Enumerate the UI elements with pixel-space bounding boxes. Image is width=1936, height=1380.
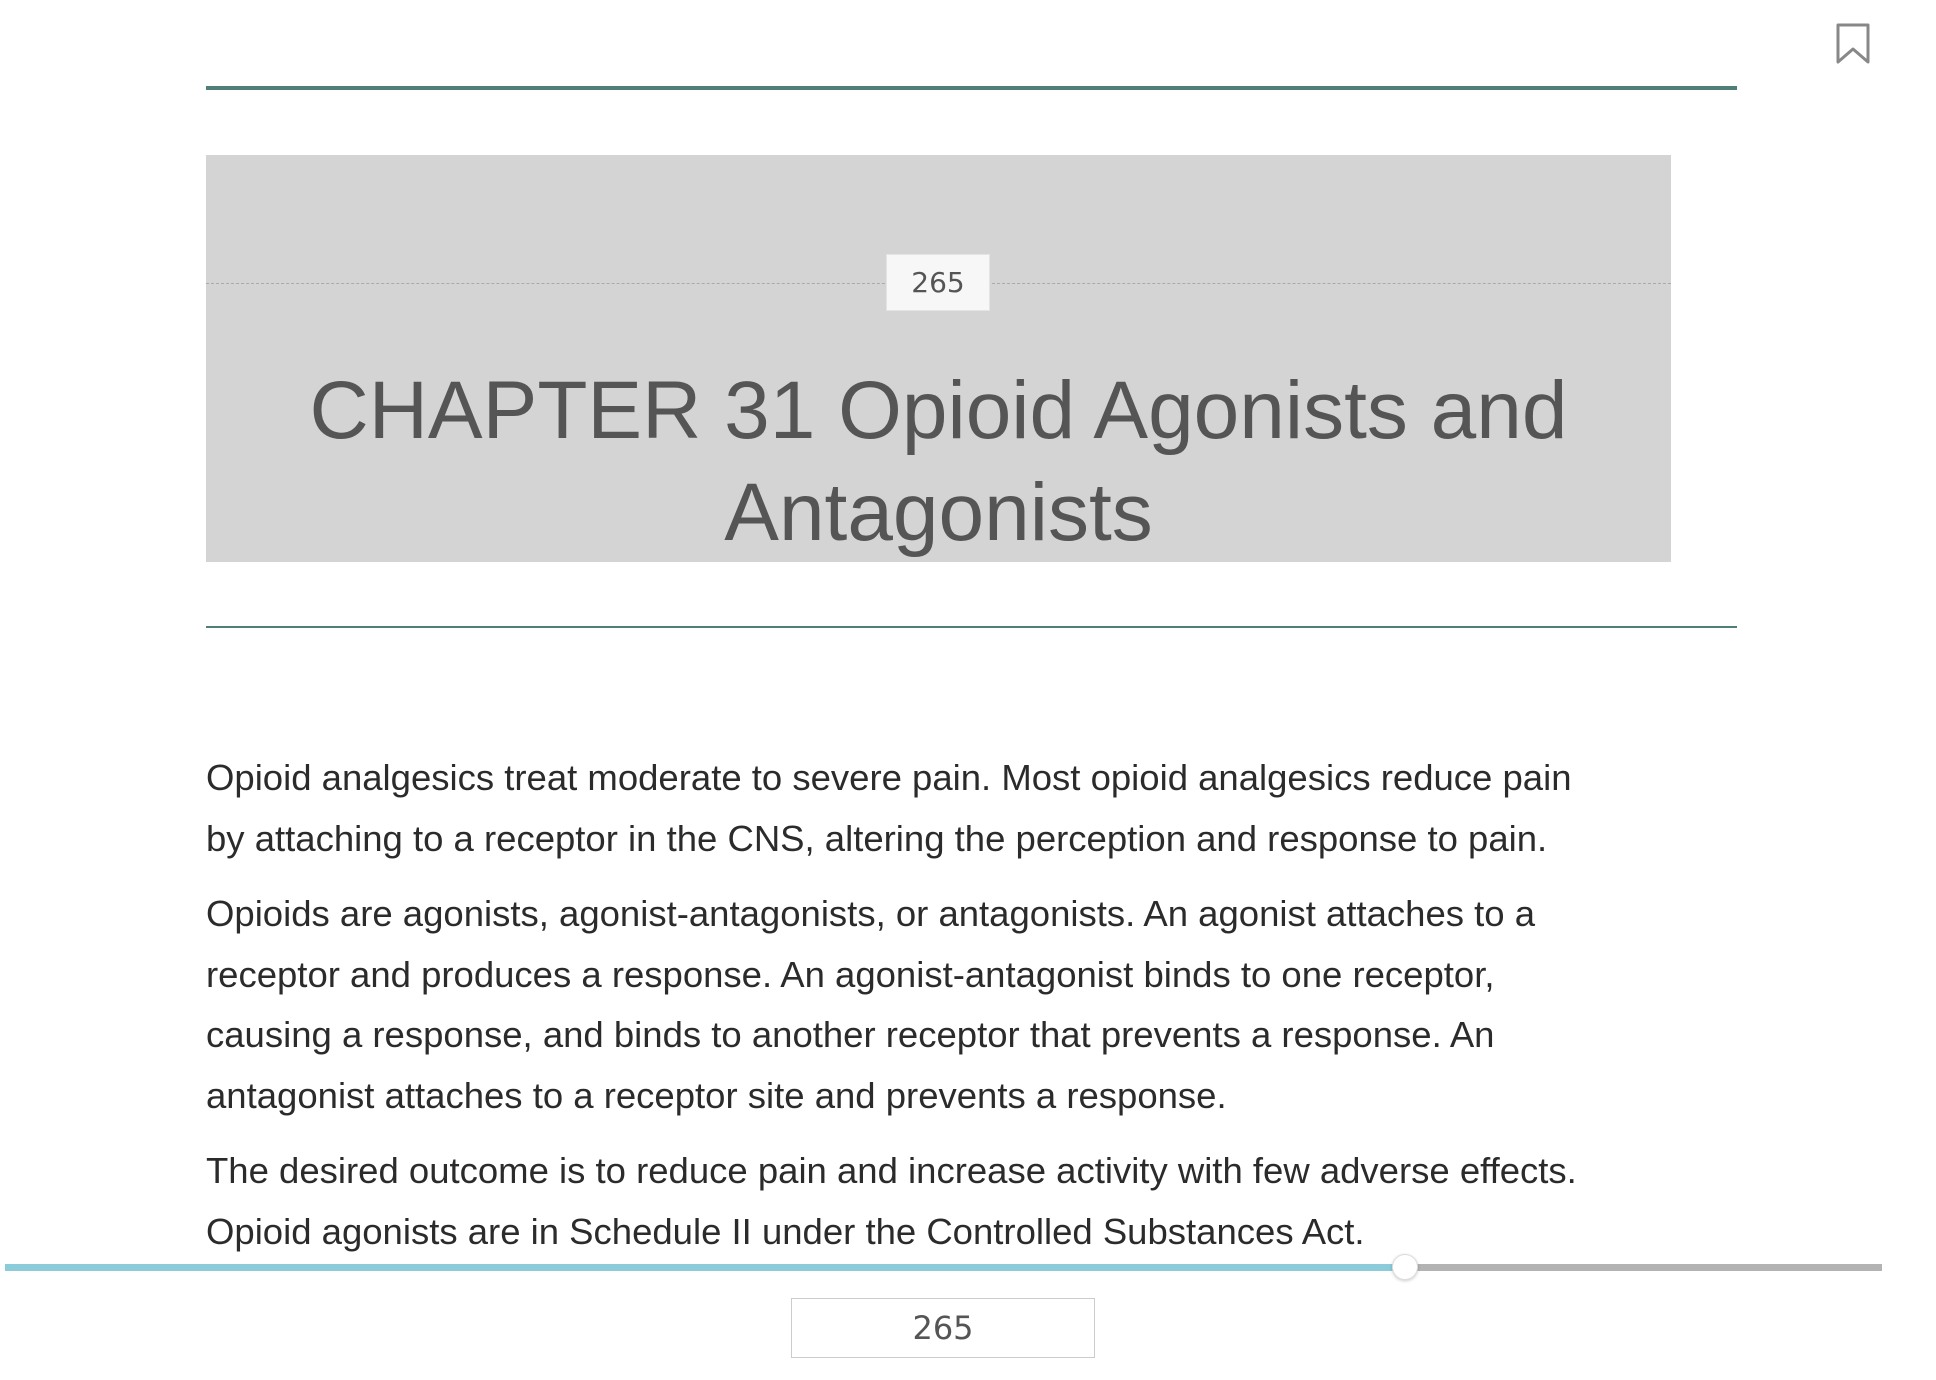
bookmark-icon [1834,22,1872,66]
text-line: Opioid agonists are in Schedule II under the Controlled Substances Act. [206,1210,1365,1252]
chapter-title [206,360,1671,564]
bookmark-button[interactable] [1834,22,1872,66]
paragraph [206,1141,1766,1262]
text-line: Opioid analgesics treat moderate to severe pain. Most opioid analgesics reduce pain [206,757,1572,798]
text-line: causing a response, and binds to another receptor that prevents a response. An [206,1014,1495,1055]
paragraph [206,748,1766,869]
page-slider[interactable] [5,1264,1882,1271]
page-number-input[interactable]: 265 [791,1298,1095,1358]
chapter-title-line: CHAPTER 31 Opioid Agonists and [309,365,1568,456]
text-line: antagonist attaches to a receptor site and prevents a response. [206,1074,1227,1116]
chapter-header [206,155,1671,562]
page-marker: 265 [886,254,990,311]
text-line: by attaching to a receptor in the CNS, altering the perception and response to pain. [206,817,1548,859]
text-line: Opioids are agonists, agonist-antagonists, or antagonists. An agonist attaches to a [206,893,1536,934]
text-line: receptor and produces a response. An agonist-antagonist binds to one receptor, [206,953,1495,995]
text-line: The desired outcome is to reduce pain and increase activity with few adverse effects. [206,1150,1577,1191]
chapter-body [206,748,1766,1277]
page-slider-progress [5,1264,1405,1271]
bottom-divider [206,626,1737,628]
top-divider [206,86,1737,90]
chapter-title-line: Antagonists [724,467,1153,558]
paragraph [206,884,1766,1126]
